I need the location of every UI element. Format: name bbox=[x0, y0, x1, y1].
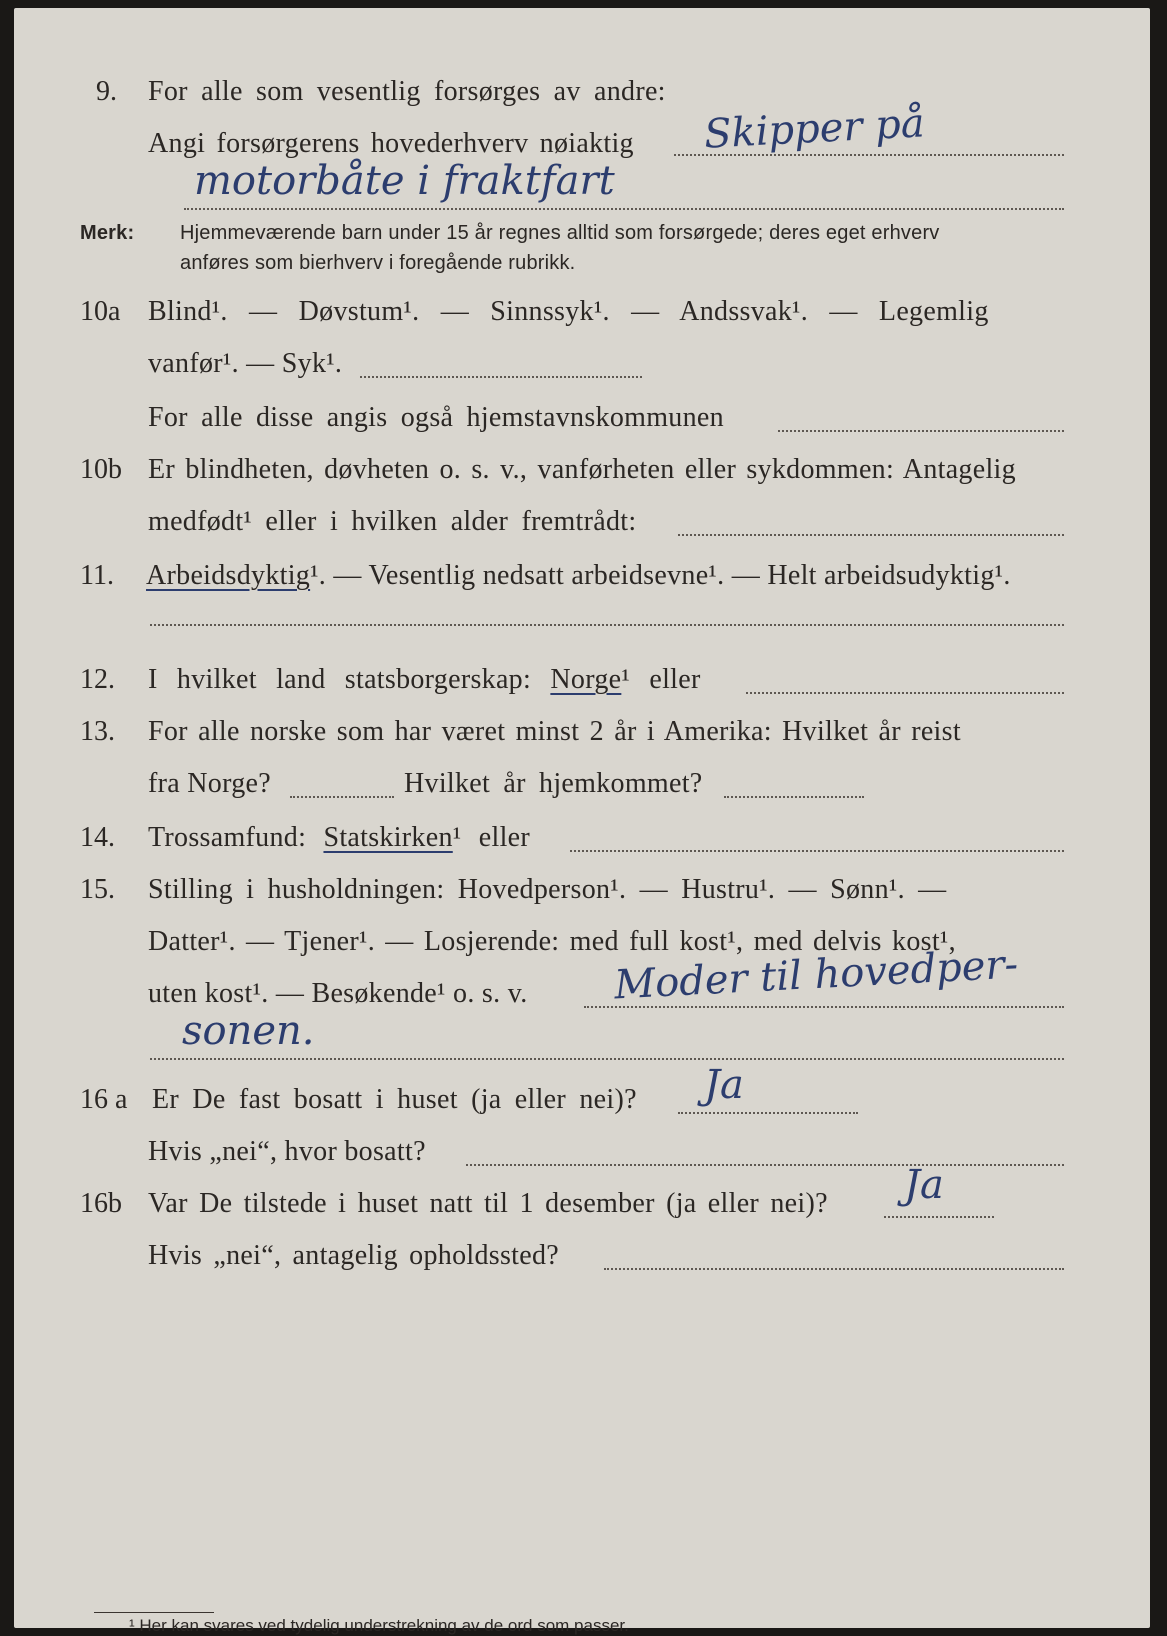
q13-line1: For alle norske som har været minst 2 år i Amerika: Hvilket år reist bbox=[148, 716, 961, 747]
q16a-number: 16 a bbox=[80, 1084, 128, 1115]
q10a-line1: Blind¹. — Døvstum¹. — Sinnssyk¹. — Andssvak¹. — Legemlig bbox=[148, 296, 989, 327]
q15-handwritten-answer1: Moder til hovedper- bbox=[613, 941, 1020, 1009]
q10b-number: 10b bbox=[80, 454, 122, 485]
q16a-bosatt-line bbox=[466, 1164, 1064, 1166]
q9-line1: For alle som vesentlig forsørges av andre: bbox=[148, 76, 666, 107]
q14-text: Trossamfund: bbox=[148, 822, 307, 853]
q16b-opholdssted-line bbox=[604, 1268, 1064, 1270]
q12-after: ¹ eller bbox=[621, 664, 701, 695]
footnote-rule bbox=[94, 1612, 214, 1613]
q15-line1: Stilling i husholdningen: Hovedperson¹. — Hustru¹. — Sønn¹. — bbox=[148, 874, 947, 905]
q15-answer-line2 bbox=[150, 1058, 1064, 1060]
census-form-page bbox=[14, 8, 1150, 1635]
q9-answer-line2 bbox=[184, 208, 1064, 210]
q14-after: ¹ eller bbox=[452, 822, 530, 853]
q12-line bbox=[148, 664, 701, 696]
q11-answer-line bbox=[150, 624, 1064, 626]
q15-line3: uten kost¹. — Besøkende¹ o. s. v. bbox=[148, 978, 528, 1009]
q13-year-returned-line bbox=[724, 796, 864, 798]
q10a-hjemstavn-line bbox=[778, 430, 1064, 432]
q13-line2a: fra Norge? bbox=[148, 768, 271, 799]
q11-line bbox=[146, 560, 1011, 592]
q16b-handwritten-answer: Ja bbox=[904, 1162, 944, 1208]
q15-line2: Datter¹. — Tjener¹. — Losjerende: med full kost¹, med delvis kost¹, bbox=[148, 926, 956, 957]
q16b-line2: Hvis „nei“, antagelig opholdssted? bbox=[148, 1240, 559, 1271]
q13-number: 13. bbox=[80, 716, 115, 747]
q12-option-norge: Norge bbox=[550, 664, 622, 695]
q11-rest: ¹. — Vesentlig nedsatt arbeidsevne¹. — Helt arbeidsudyktig¹. bbox=[310, 560, 1011, 591]
merk-label: Merk: bbox=[80, 222, 135, 244]
q15-number: 15. bbox=[80, 874, 115, 905]
q12-number: 12. bbox=[80, 664, 115, 695]
q15-handwritten-answer2: sonen. bbox=[182, 1008, 315, 1054]
q12-text: I hvilket land statsborgerskap: bbox=[148, 664, 532, 695]
q11-number: 11. bbox=[80, 560, 114, 591]
q10a-line3: For alle disse angis også hjemstavnskommunen bbox=[148, 402, 724, 433]
q10b-line2: medfødt¹ eller i hvilken alder fremtrådt: bbox=[148, 506, 637, 537]
q16b-answer-line bbox=[884, 1216, 994, 1218]
q16b-line1: Var De tilstede i huset natt til 1 desember (ja eller nei)? bbox=[148, 1188, 828, 1219]
q9-handwritten-answer1: Skipper på bbox=[702, 100, 926, 158]
q12-answer-line bbox=[746, 692, 1064, 694]
merk-line1: Hjemmeværende barn under 15 år regnes alltid som forsørgede; deres eget erhverv bbox=[180, 222, 940, 244]
q10a-line2: vanfør¹. — Syk¹. bbox=[148, 348, 343, 379]
q10a-answer-line bbox=[360, 376, 642, 378]
q14-number: 14. bbox=[80, 822, 115, 853]
footnote-text: ¹ Her kan svares ved tydelig understrekning av de ord som passer. bbox=[129, 1616, 629, 1635]
q14-option-statskirken: Statskirken bbox=[323, 822, 453, 853]
q13-line2b: Hvilket år hjemkommet? bbox=[404, 768, 703, 799]
q16a-handwritten-answer: Ja bbox=[704, 1062, 744, 1108]
q9-line2: Angi forsørgerens hovederhverv nøiaktig bbox=[148, 128, 634, 159]
q9-number: 9. bbox=[96, 76, 117, 107]
q13-year-left-line bbox=[290, 796, 394, 798]
q16a-line2: Hvis „nei“, hvor bosatt? bbox=[148, 1136, 426, 1167]
q10a-number: 10a bbox=[80, 296, 121, 327]
q16a-line1: Er De fast bosatt i huset (ja eller nei)? bbox=[152, 1084, 637, 1115]
q11-option-arbeidsdyktig: Arbeidsdyktig bbox=[146, 560, 311, 591]
q16b-number: 16b bbox=[80, 1188, 122, 1219]
q14-line bbox=[148, 822, 530, 854]
q16a-answer-line bbox=[678, 1112, 858, 1114]
q14-answer-line bbox=[570, 850, 1064, 852]
merk-line2: anføres som bierhverv i foregående rubrikk. bbox=[180, 252, 576, 274]
q9-handwritten-answer2: motorbåte i fraktfart bbox=[194, 158, 615, 204]
q10b-line1: Er blindheten, døvheten o. s. v., vanførheten eller sykdommen: Antagelig bbox=[148, 454, 1016, 485]
q10b-answer-line bbox=[678, 534, 1064, 536]
